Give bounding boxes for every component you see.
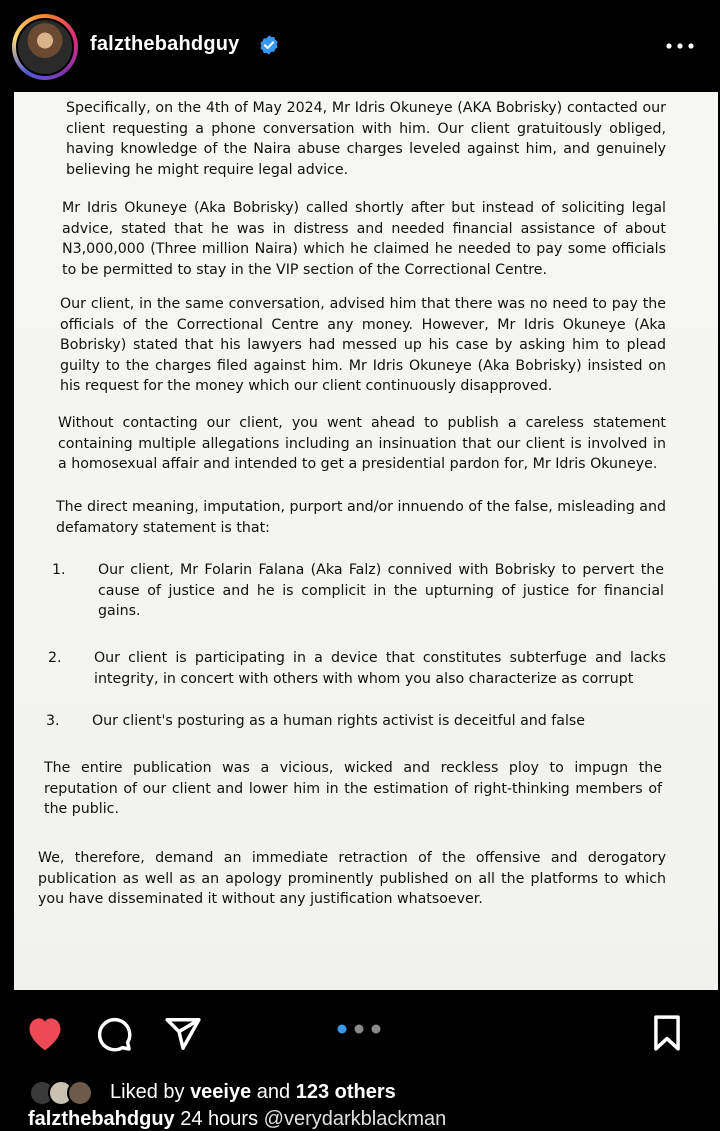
bookmark-icon[interactable] xyxy=(650,1014,684,1052)
document-paragraph: We, therefore, demand an immediate retraction of the offensive and derogatory publication as well as an apology prominently published on all the platforms to which you have disseminated it without any justification whatsoever. xyxy=(38,850,666,907)
caption-time: 24 hours xyxy=(180,1108,259,1130)
verified-badge-icon xyxy=(258,34,280,56)
likes-text xyxy=(110,1081,396,1104)
document-paragraph: Specifically, on the 4th of May 2024, Mr Idris Okuneye (AKA Bobrisky) contacted our client requesting a phone conversation with him. Our client gratuitously obliged, having knowledge of the Naira abuse charges leveled against him, and genuinely believing he might require legal advice. xyxy=(66,100,666,178)
document-paragraph: Without contacting our client, you went ahead to publish a careless statement containing multiple allegations including an insinuation that our client is involved in a homosexual affair and intended to get a presidential pardon for, Mr Idris Okuneye. xyxy=(58,415,666,472)
document-paragraph: The direct meaning, imputation, purport and/or innuendo of the false, misleading and defamatory statement is that: xyxy=(56,499,666,536)
heart-icon[interactable] xyxy=(24,1014,66,1052)
likes-prefix: Liked by xyxy=(110,1081,185,1103)
carousel-indicator xyxy=(334,1023,384,1035)
caption-mention[interactable]: @verydarkblackman xyxy=(263,1108,447,1130)
list-item: Our client, Mr Folarin Falana (Aka Falz) connived with Bobrisky to pervert the cause of justice and he is complicit in the upturning of justice for financial gains. xyxy=(98,562,664,619)
document-paragraph: Mr Idris Okuneye (Aka Bobrisky) called shortly after but instead of soliciting legal advice, stated that he was in distress and needed financial assistance of about N3,000,000 (Three million Naira) which he claimed he needed to pay some officials to be permitted to stay in the VIP section of the Correctional Centre. xyxy=(62,200,666,278)
post-header xyxy=(0,0,720,92)
comment-icon[interactable] xyxy=(95,1015,133,1053)
share-icon[interactable] xyxy=(163,1015,203,1053)
caption xyxy=(28,1108,446,1131)
avatar[interactable] xyxy=(16,18,74,76)
liked-by-user[interactable]: veeiye xyxy=(190,1081,252,1103)
list-number: 3. xyxy=(46,713,60,729)
likes-connector: and xyxy=(256,1081,291,1103)
profile-avatar-ring[interactable] xyxy=(12,14,78,80)
list-number: 1. xyxy=(52,562,66,578)
document-paragraph: Our client, in the same conversation, advised him that there was no need to pay the officials of the Correctional Centre any money. However, Mr Idris Okuneye (Aka Bobrisky) stated that his lawyers had messed up his case by asking him to plead guilty to the charges filed against him. Mr Idris Okuneye (Aka Bobrisky) insisted on his request for the money which our client continuously disapproved. xyxy=(60,296,666,394)
liked-by-avatars xyxy=(28,1079,108,1107)
list-item: Our client is participating in a device that constitutes subterfuge and lacks integrity, in concert with others with whom you also characterize as corrupt xyxy=(94,650,666,687)
list-item: Our client's posturing as a human rights activist is deceitful and false xyxy=(92,713,586,729)
caption-username[interactable]: falzthebahdguy xyxy=(28,1108,175,1130)
more-options-icon[interactable] xyxy=(664,38,696,54)
post-image-document[interactable] xyxy=(14,92,718,990)
likes-others[interactable]: 123 others xyxy=(295,1081,396,1103)
likes-row[interactable] xyxy=(28,1079,708,1107)
post-actions xyxy=(0,990,720,1129)
list-number: 2. xyxy=(48,650,62,666)
document-paragraph: The entire publication was a vicious, wicked and reckless ploy to impugn the reputation of our client and lower him in the estimation of right-thinking members of the public. xyxy=(44,760,662,817)
post-username[interactable]: falzthebahdguy xyxy=(90,33,240,55)
